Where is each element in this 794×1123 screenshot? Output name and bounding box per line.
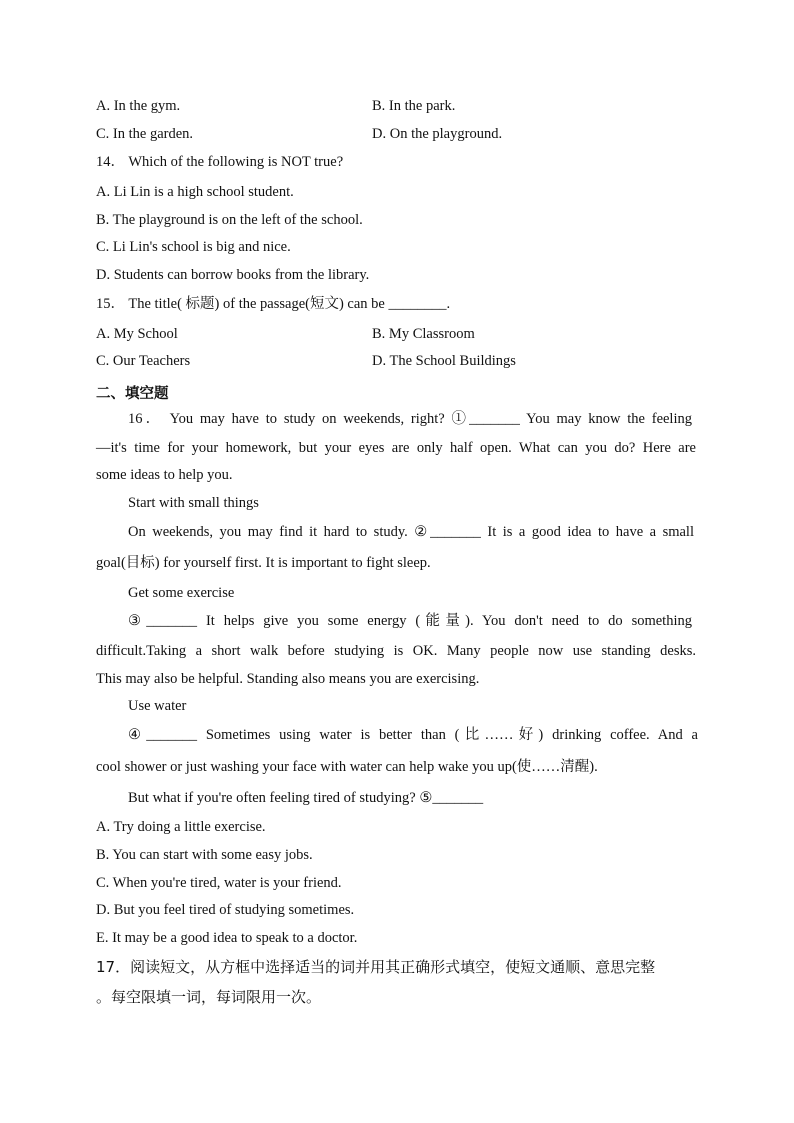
q15-option-b: B. My Classroom [372,326,475,342]
q16-subheading-2: Get some exercise [128,585,235,601]
q15-option-d: D. The School Buildings [372,353,516,369]
q16-line-9: difficult.Taking a short walk before studying is OK. Many people now use standing desks. [96,643,696,659]
q16-subheading-1: Start with small things [128,495,259,511]
q13-option-a: A. In the gym. [96,98,181,114]
q16-line-3: some ideas to help you. [96,467,233,483]
q16-line-2: —it's time for your homework, but your eyes are only half open. What can you do? Here are [96,440,696,456]
q16-line-13: cool shower or just washing your face with water can help wake you up(使……清醒). [96,759,598,775]
q16-option-d: D. But you feel tired of studying sometimes. [96,902,355,918]
q13-option-b: B. In the park. [372,98,456,114]
q17-instruction-1: 17．阅读短文，从方框中选择适当的词并用其正确形式填空，使短文通顺、意思完整 [96,958,656,976]
section-heading: 二、填空题 [96,386,169,402]
q13-option-d: D. On the playground. [372,126,503,142]
q16-line-1: 16． You may have to study on weekends, right? ①_______ You may know the feeling [128,411,692,427]
q16-option-a: A. Try doing a little exercise. [96,819,266,835]
q15-stem: 15． The title( 标题) of the passage(短文) can be ________. [96,296,451,312]
q16-option-e: E. It may be a good idea to speak to a doctor. [96,930,358,946]
q16-line-10: This may also be helpful. Standing also means you are exercising. [96,671,480,687]
q16-line-5: On weekends, you may find it hard to study. ②_______ It is a good idea to have a small [128,524,694,540]
q16-option-c: C. When you're tired, water is your friend. [96,875,342,891]
q16-line-14: But what if you're often feeling tired of studying? ⑤_______ [128,790,484,806]
q14-option-c: C. Li Lin's school is big and nice. [96,239,291,255]
q14-option-d: D. Students can borrow books from the library. [96,267,370,283]
q16-line-12: ④_______ Sometimes using water is better than (比……好) drinking coffee. And a [128,727,698,743]
q16-line-6: goal(目标) for yourself first. It is important to fight sleep. [96,555,431,571]
q14-option-b: B. The playground is on the left of the school. [96,212,363,228]
q14-option-a: A. Li Lin is a high school student. [96,184,294,200]
q17-instruction-2: 。每空限填一词，每词限用一次。 [96,988,322,1006]
q13-option-c: C. In the garden. [96,126,194,142]
q16-line-8: ③_______ It helps give you some energy (能量). You don't need to do something [128,613,692,629]
q16-option-b: B. You can start with some easy jobs. [96,847,313,863]
q15-option-c: C. Our Teachers [96,353,191,369]
q15-option-a: A. My School [96,326,178,342]
q14-stem: 14． Which of the following is NOT true? [96,154,344,170]
q16-subheading-3: Use water [128,698,187,714]
